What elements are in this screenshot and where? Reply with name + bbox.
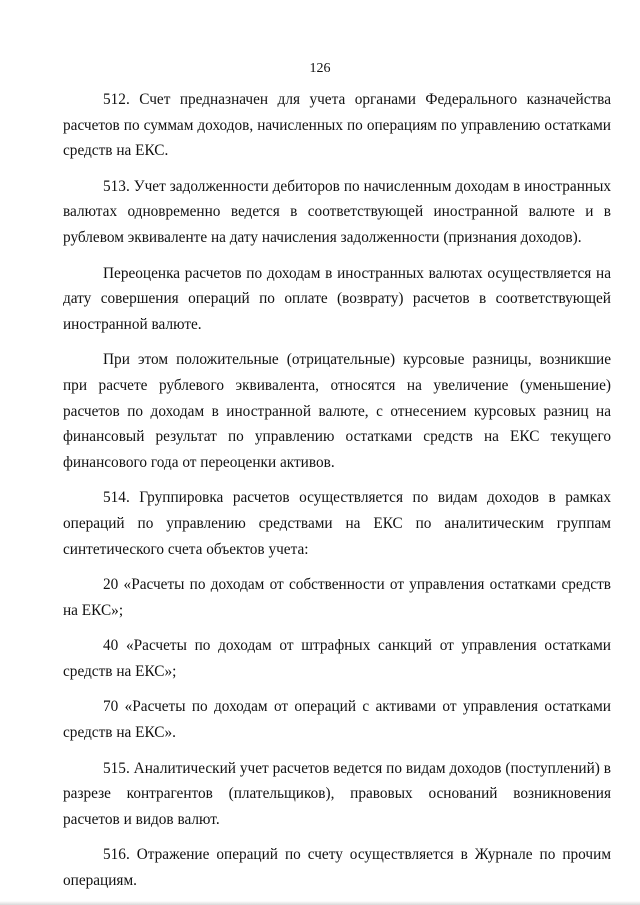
list-item-group-70: 70 «Расчеты по доходам от операций с активами от управления остатками средств на ЕКС». — [63, 698, 611, 742]
list-item-group-40: 40 «Расчеты по доходам от штрафных санкций от управления остатками средств на ЕКС»; — [63, 637, 611, 680]
paragraph-513: 513. Учет задолженности дебиторов по начисленным доходам в иностранных валютах одновременно ведется в соответствующей иностранной валюте и в рублевом эквиваленте на дату начисления задолженности (признания доходов). — [63, 177, 611, 246]
paragraph-512: 512. Счет предназначен для учета органами Федерального казначейства расчетов по суммам доходов, начисленных по операциям по управлению остатками средств на ЕКС. — [63, 91, 611, 160]
page-bottom-edge — [0, 901, 640, 905]
paragraph-516: 516. Отражение операций по счету осуществляется в Журнале по прочим операциям. — [63, 846, 611, 890]
paragraph-exchange-differences: При этом положительные (отрицательные) курсовые разницы, возникшие при расчете рублевого эквивалента, относятся на увеличение (уменьшение) расчетов по доходам в иностранной валюте, с отнесением курсовых разниц на финансовый результат по управлению остатками средств на ЕКС текущего финансового года от переоценки активов. — [63, 351, 611, 471]
page-number: 126 — [309, 61, 331, 76]
paragraph-revaluation: Переоценка расчетов по доходам в иностранных валютах осуществляется на дату совершения операций по оплате (возврату) расчетов в соответствующей иностранной валюте. — [63, 264, 611, 333]
list-item-group-20: 20 «Расчеты по доходам от собственности от управления остатками средств на ЕКС»; — [63, 576, 611, 619]
paragraph-514: 514. Группировка расчетов осуществляется по видам доходов в рамках операций по управлению средствами на ЕКС по аналитическим группам синтетического счета объектов учета: — [63, 489, 611, 558]
paragraph-515: 515. Аналитический учет расчетов ведется по видам доходов (поступлений) в разрезе контрагентов (плательщиков), правовых оснований возникновения расчетов и видов валют. — [63, 759, 611, 828]
document-body — [63, 87, 611, 904]
